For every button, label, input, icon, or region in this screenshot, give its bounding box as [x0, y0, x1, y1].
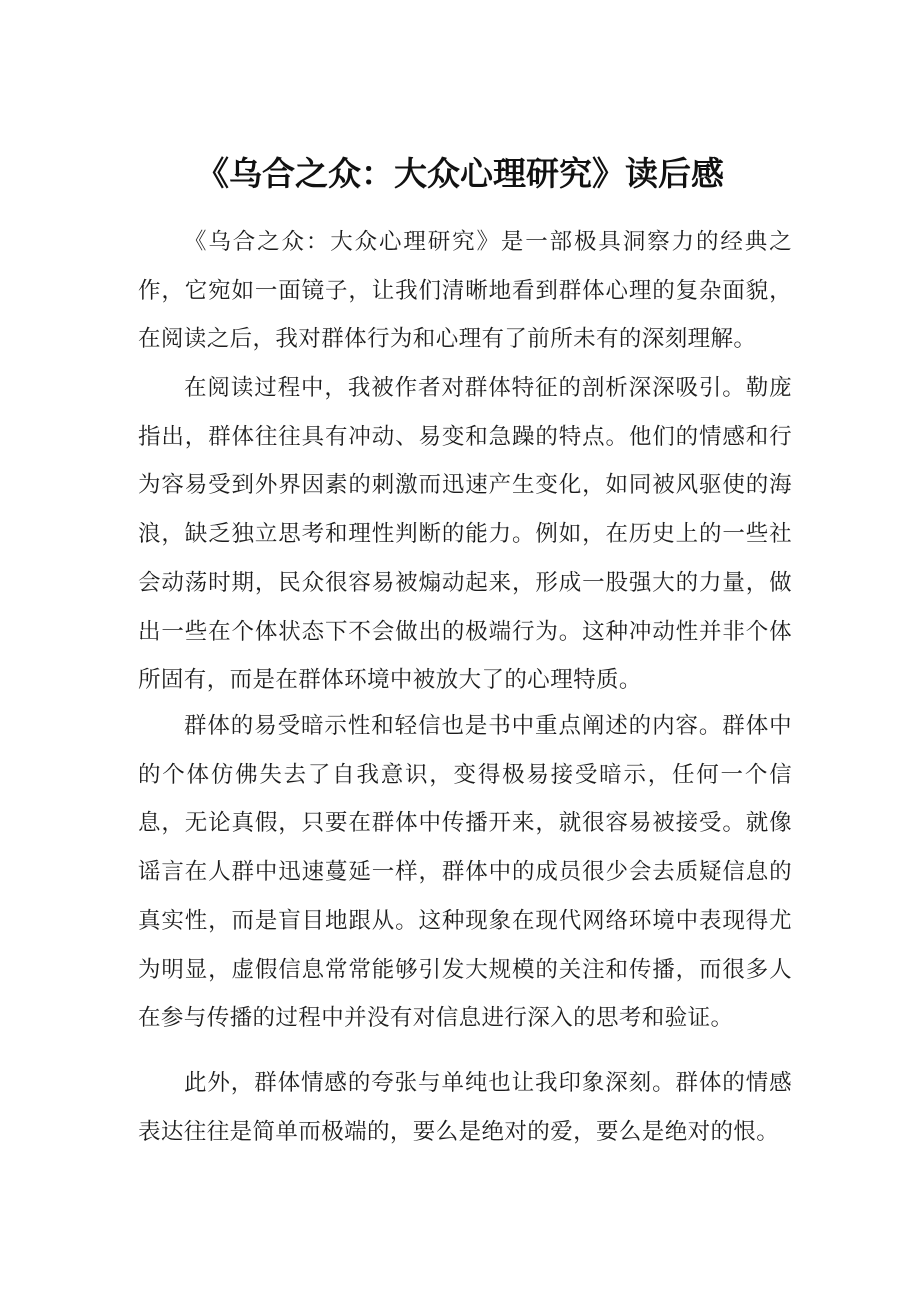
paragraph-intro: 《乌合之众：大众心理研究》是一部极具洞察力的经典之作，它宛如一面镜子，让我们清晰地看到群体心理的复杂面貌，在阅读之后，我对群体行为和心理有了前所未有的深刻理解。	[138, 229, 792, 353]
paragraph-group-characteristics: 在阅读过程中，我被作者对群体特征的剖析深深吸引。勒庞指出，群体往往具有冲动、易变和急躁的特点。他们的情感和行为容易受到外界因素的刺激而迅速产生变化，如同被风驱使的海浪，缺乏独立思考和理性判断的能力。例如，在历史上的一些社会动荡时期，民众很容易被煽动起来，形成一股强大的力量，做出一些在个体状态下不会做出的极端行为。这种冲动性并非个体所固有，而是在群体环境中被放大了的心理特质。	[138, 375, 792, 694]
paragraph-suggestibility: 群体的易受暗示性和轻信也是书中重点阐述的内容。群体中的个体仿佛失去了自我意识，变得极易接受暗示，任何一个信息，无论真假，只要在群体中传播开来，就很容易被接受。就像谣言在人群中迅速蔓延一样，群体中的成员很少会去质疑信息的真实性，而是盲目地跟从。这种现象在现代网络环境中表现得尤为明显，虚假信息常常能够引发大规模的关注和传播，而很多人在参与传播的过程中并没有对信息进行深入的思考和验证。	[138, 713, 792, 1032]
document-title: 《乌合之众：大众心理研究》读后感	[196, 154, 724, 194]
paragraph-emotions: 此外，群体情感的夸张与单纯也让我印象深刻。群体的情感表达往往是简单而极端的，要么是绝对的爱，要么是绝对的恨。	[138, 1070, 792, 1145]
